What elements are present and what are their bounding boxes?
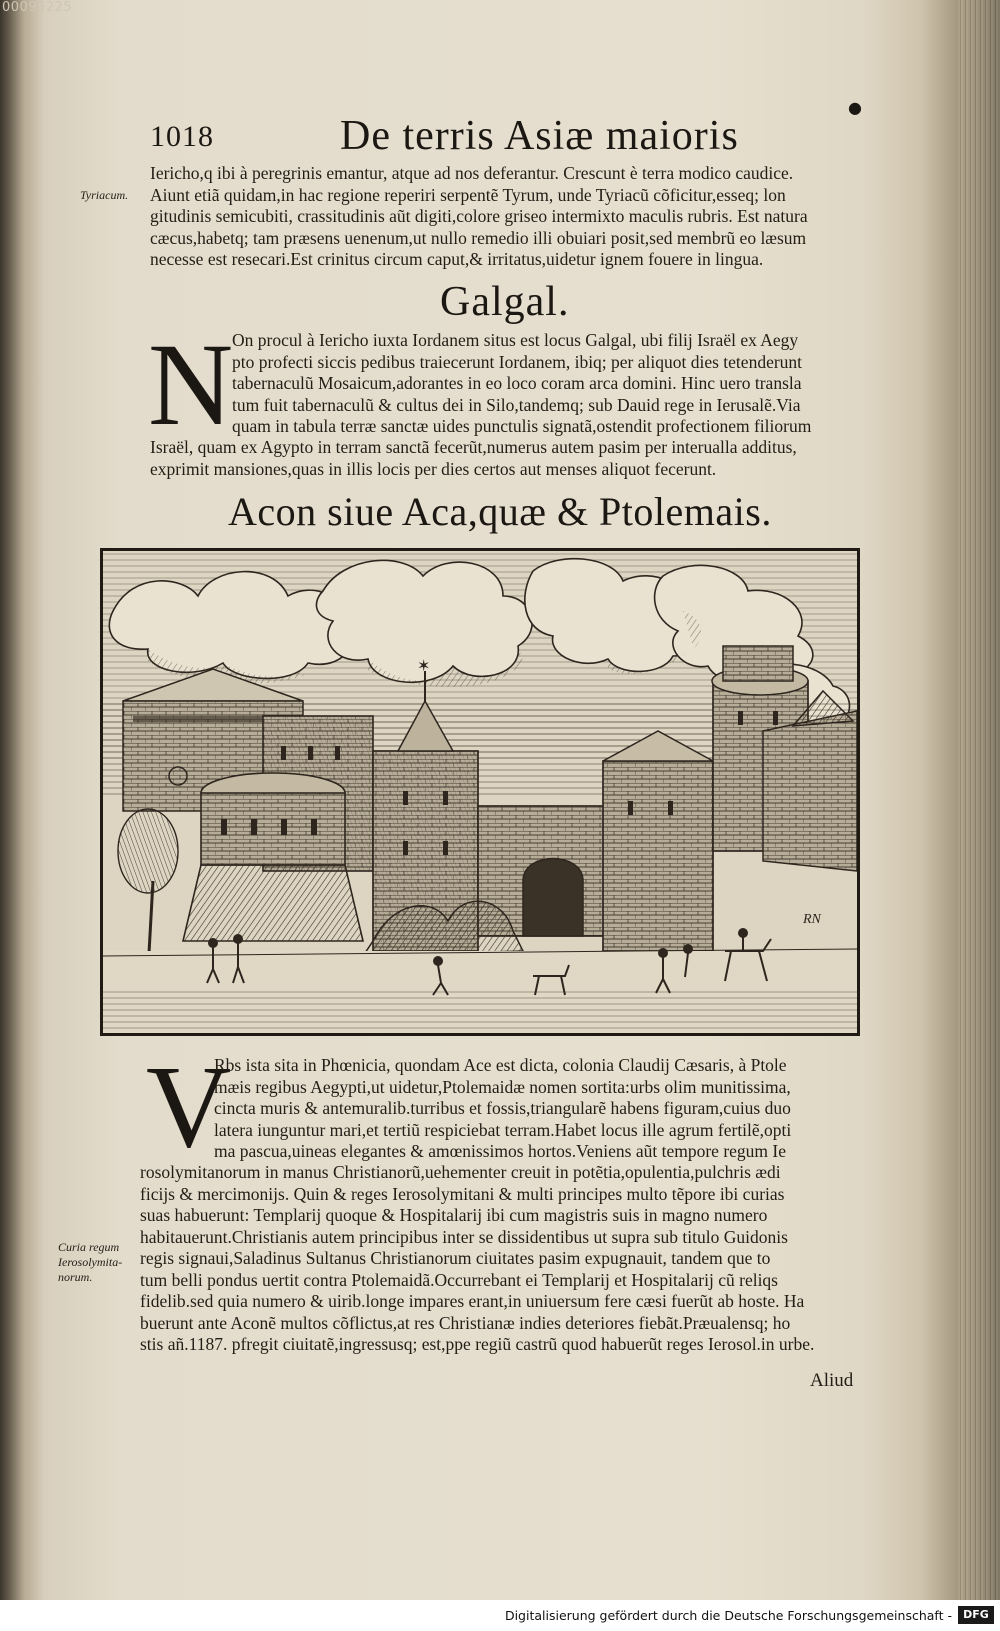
woodcut-monogram: RN bbox=[803, 912, 821, 927]
text-line: cæcus,habetq; tam præsens uenenum,ut nullo remedio illi obuiari posit,sed membrũ eo læsum bbox=[150, 227, 807, 248]
marginal-line: Ierosolymita- bbox=[58, 1255, 123, 1269]
text-line: stis añ.1187. pfregit ciuitatẽ,ingressusq; est,ppe regiũ castrũ quod habuerũt reges Ierosol.in urbe. bbox=[140, 1334, 815, 1354]
printers-mark: ● bbox=[848, 98, 862, 117]
woodcut-city-view-acon bbox=[100, 548, 860, 1036]
text-line: regis signaui,Saladinus Sultanus Christianorum ciuitates pasim expugnauit, tandem que to bbox=[140, 1248, 771, 1268]
text-line: mæis regibus Aegypti,ut uidetur,Ptolemaidæ nomen sortita:urbs olim munitissima, bbox=[214, 1076, 791, 1097]
section-heading-galgal: Galgal. bbox=[440, 279, 570, 325]
text-line: habitauerunt.Christianis autem principibus inter se dissidentibus ut supra sub titulo Guidonis bbox=[140, 1226, 788, 1247]
text-line: fidelib.sed quia numero & uirib.longe impares erant,in uniuersum fere cæsi fuerũt ab hoste. Ha bbox=[140, 1291, 805, 1311]
marginal-line: norum. bbox=[58, 1270, 93, 1284]
text-line: gitudinis semicubiti, crassitudinis aũt digiti,colore griseo intermixto maculis rubris. Est natura bbox=[150, 206, 808, 226]
text-line: quam in tabula terræ sanctæ uides punctulis signatã,ostendit profectionem filiorum bbox=[232, 416, 812, 436]
text-line: Israël, quam ex Agypto in terram sanctã fecerũt,numerus autem pasim per interualla additus, bbox=[150, 437, 797, 457]
dfg-logo: DFG bbox=[958, 1606, 994, 1624]
round-bastion bbox=[183, 773, 363, 941]
text-line: exprimit mansiones,quas in illis locis per dies certos aut menses aliquot fecerunt. bbox=[150, 458, 717, 479]
drop-cap-n: N bbox=[148, 319, 234, 450]
page-number: 1018 bbox=[150, 120, 214, 153]
drop-cap-v: V bbox=[146, 1041, 232, 1172]
section-heading-acon: Acon siue Aca,quæ & Ptolemais. bbox=[228, 489, 772, 534]
text-line: On procul à Iericho iuxta Iordanem situs est locus Galgal, ubi filij Israël ex Aegy bbox=[232, 330, 799, 350]
svg-text:✶: ✶ bbox=[417, 656, 431, 675]
text-line: Aiunt etiã quidam,in hac regione reperiri serpentẽ Tyrum, unde Tyriacũ cõficitur,esseq; lon bbox=[150, 184, 786, 205]
acon-paragraph-indented bbox=[214, 1055, 874, 1163]
text-line: Iericho,q ibi à peregrinis emantur, atque ad nos deferantur. Crescunt è terra modico caudice. bbox=[150, 163, 794, 183]
digitization-credit: Digitalisierung gefördert durch die Deutsche Forschungsgemeinschaft - bbox=[504, 1608, 952, 1623]
text-line: tabernaculũ Mosaicum,adorantes in eo loco coram arca domini. Hinc uero transla bbox=[232, 373, 802, 393]
text-line: rosolymitanorum in manus Christianorũ,uehementer creuit in potẽtia,opulentia,pulchris ædi bbox=[140, 1162, 781, 1182]
catchword: Aliud bbox=[810, 1370, 854, 1391]
text-line: ficijs & mercimonijs. Quin & reges Ierosolymitani & multi principes multo tẽpore ibi curias bbox=[140, 1183, 785, 1204]
text-line: Rbs ista sita in Phœnicia, quondam Ace est dicta, colonia Claudij Cæsaris, à Ptole bbox=[214, 1055, 787, 1075]
text-line: latera iunguntur mari,et tertiũ respiciebat terram.Habet locus ille agrum fertilẽ,opti bbox=[214, 1119, 792, 1140]
acon-paragraph-full bbox=[140, 1162, 870, 1356]
text-line: necesse est resecari.Est crinitus circum caput,& irritatus,uidetur ignem fouere in lingua. bbox=[150, 249, 764, 269]
text-line: cincta muris & antemuralib.turribus et fossis,triangularẽ habens figuram,cuius duo bbox=[214, 1098, 791, 1118]
marginal-line: Curia regum bbox=[58, 1240, 120, 1254]
galgal-paragraph-indented bbox=[232, 330, 872, 438]
text-line: tum belli pondus uertit contra Ptolemaidã.Occurrebant ei Templarij et Hospitalarij cũ reliqs bbox=[140, 1269, 778, 1290]
woodcut-drawing bbox=[103, 551, 857, 1033]
text-line: suas habuerunt: Templarij quoque & Hospitalarij ibi cum magistris suis in magno numero bbox=[140, 1205, 768, 1225]
text-line: pto profecti siccis pedibus traiecerunt Iordanem, ibiq; per aliquot dies tetenderunt bbox=[232, 351, 803, 372]
scan-id-label: 00096225 bbox=[2, 0, 73, 15]
text-line: ma pascua,uineas elegantes & amœnissimos hortos.Veniens aũt tempore regum Ie bbox=[214, 1141, 786, 1161]
text-line: tum fuit tabernaculũ & cultus dei in Silo,tandemq; sub Dauid rege in Ierusalẽ.Via bbox=[232, 394, 801, 415]
intro-paragraph bbox=[150, 163, 870, 271]
page-edge-stack bbox=[958, 0, 1000, 1600]
marginal-note-tyriacum: Tyriacum. bbox=[80, 188, 129, 202]
text-line: buerunt ante Aconẽ multos cõflictus,at res Christianæ indies deteriores fiebãt.Præualensq; ho bbox=[140, 1312, 791, 1333]
marginal-note-curia-regum bbox=[58, 1240, 138, 1285]
galgal-paragraph-full bbox=[150, 437, 870, 480]
running-title: De terris Asiæ maioris bbox=[340, 113, 739, 159]
